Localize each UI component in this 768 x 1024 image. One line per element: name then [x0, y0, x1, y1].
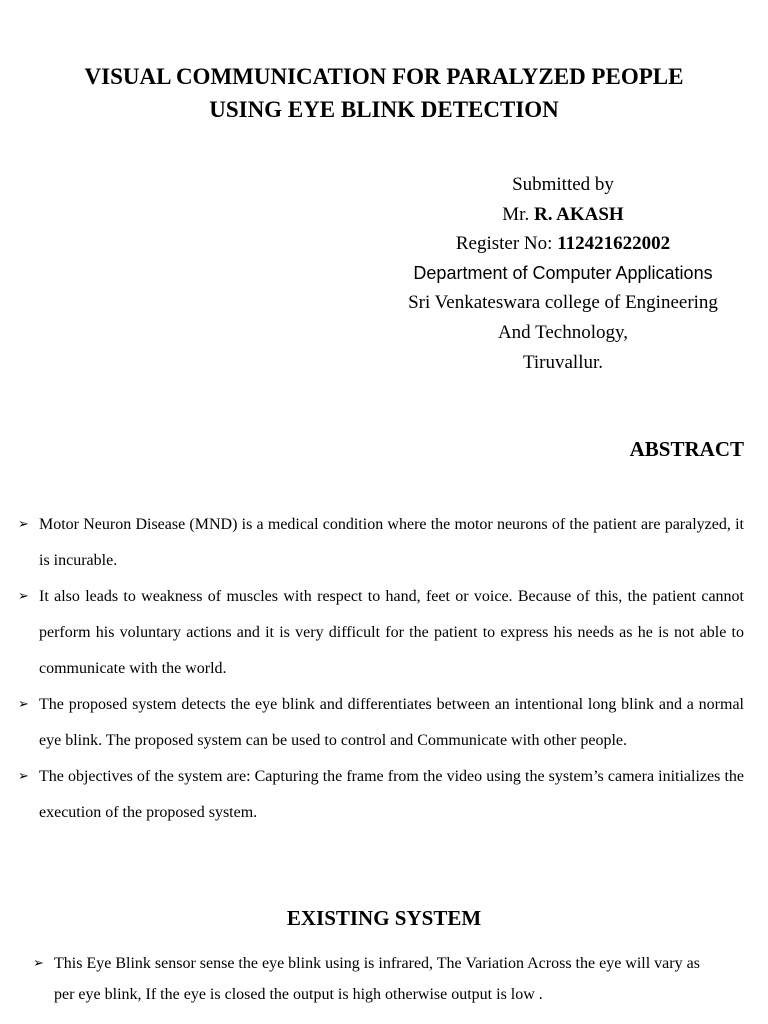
college-line-2: And Technology,: [497, 321, 629, 343]
submitted-by-label: Submitted by: [512, 174, 614, 195]
name-prefix: Mr.: [502, 203, 534, 225]
arrow-bullet-icon: ➢: [18, 589, 29, 604]
bullet-text: The objectives of the system are: Capturing the frame from the video using the system’s camera initializes the execution of the proposed system.: [39, 768, 744, 821]
bullet-text: The proposed system detects the eye blink and differentiates between an intentional long blink and a normal eye blink. The proposed system can be used to control and Communicate with other people.: [39, 696, 744, 749]
abstract-bullet-list: [18, 507, 744, 831]
list-item: [18, 579, 744, 687]
arrow-bullet-icon: ➢: [18, 769, 29, 784]
list-item: [18, 759, 744, 831]
register-number: 112421622002: [557, 233, 671, 255]
list-item: [18, 687, 744, 759]
list-item: [18, 507, 744, 579]
student-name: R. AKASH: [533, 203, 624, 225]
bullet-text: This Eye Blink sensor sense the eye blink using is infrared, The Variation Across the eye will vary as per eye blink, If the eye is closed the output is high otherwise output is low .: [54, 955, 700, 1003]
register-number-line: [380, 229, 746, 259]
department: Department of Computer Applications: [413, 262, 713, 283]
title-line-2: USING EYE BLINK DETECTION: [209, 97, 559, 122]
document-title: [20, 60, 748, 126]
arrow-bullet-icon: ➢: [33, 956, 44, 971]
college-line-1: Sri Venkateswara college of Engineering: [408, 292, 718, 314]
list-item: [33, 948, 723, 1010]
bullet-text: Motor Neuron Disease (MND) is a medical condition where the motor neurons of the patient are paralyzed, it is incurable.: [39, 516, 744, 569]
abstract-heading: ABSTRACT: [629, 437, 744, 461]
existing-system-bullet-list: [33, 948, 723, 1010]
arrow-bullet-icon: ➢: [18, 697, 29, 712]
arrow-bullet-icon: ➢: [18, 517, 29, 532]
title-line-1: VISUAL COMMUNICATION FOR PARALYZED PEOPLE: [84, 64, 684, 89]
bullet-text: It also leads to weakness of muscles with respect to hand, feet or voice. Because of this, the patient cannot perform his voluntary actions and it is very difficult for the patient to express his needs as he is not able to communicate with the world.: [39, 588, 744, 677]
existing-system-heading: EXISTING SYSTEM: [286, 906, 482, 930]
student-name-line: [380, 200, 746, 230]
city: Tiruvallur.: [522, 351, 604, 373]
submission-block: [380, 170, 746, 377]
register-label: Register No:: [455, 233, 558, 255]
